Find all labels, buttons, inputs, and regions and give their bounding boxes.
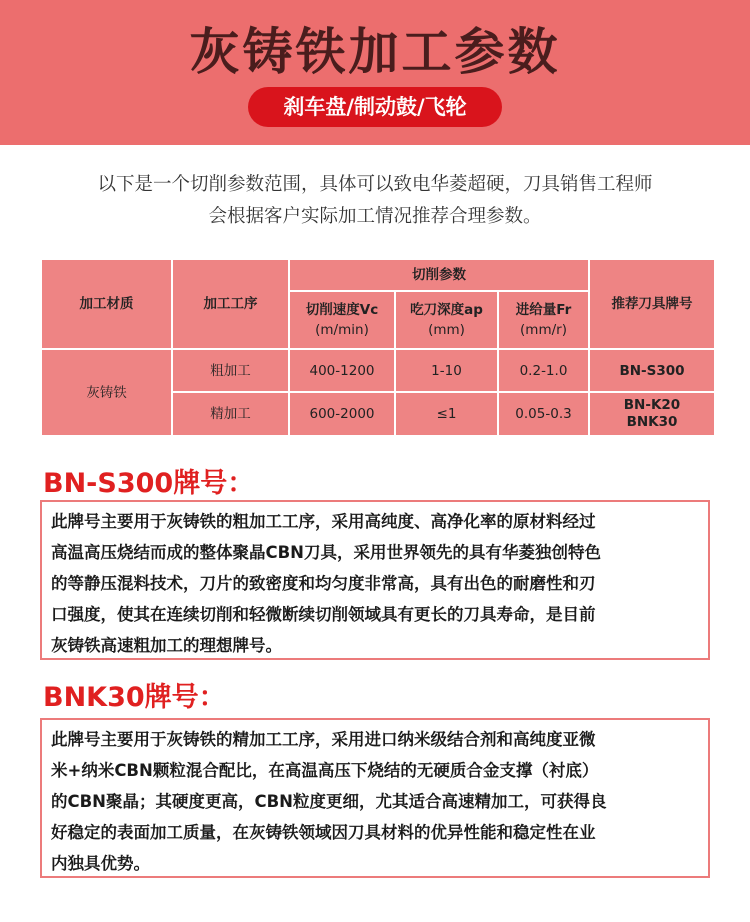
process-cell: 精加工 <box>173 393 288 435</box>
header-depth-unit: (mm) <box>428 322 465 338</box>
header-cutting-params: 切削参数 <box>290 260 588 290</box>
body-line: 灰铸铁高速粗加工的理想牌号。 <box>51 636 282 655</box>
header-speed-unit: (m/min) <box>315 322 369 338</box>
section-title-bnk30: BNK30牌号： <box>43 682 226 713</box>
feed-cell: 0.05-0.3 <box>499 393 588 435</box>
header-feed-unit: (mm/r) <box>520 322 567 338</box>
body-line: 高温高压烧结而成的整体聚晶CBN刀具，采用世界领先的具有华菱独创特色 <box>51 543 601 562</box>
intro-text <box>40 169 710 233</box>
grade-line: BNK30 <box>626 414 678 430</box>
body-line: 好稳定的表面加工质量，在灰铸铁领域因刀具材料的优异性能和稳定性在业 <box>51 823 596 842</box>
grade-cell <box>590 393 714 435</box>
header-speed <box>290 292 394 348</box>
header-feed-label: 进给量Fr <box>515 302 572 318</box>
grade-cell: BN-S300 <box>590 350 714 391</box>
body-line: 米+纳米CBN颗粒混合配比，在高温高压下烧结的无硬质合金支撑（衬底） <box>51 761 599 780</box>
body-line: 此牌号主要用于灰铸铁的精加工工序，采用进口纳米级结合剂和高纯度亚微 <box>51 730 596 749</box>
section-body-bn-s300 <box>40 500 710 660</box>
material-cell: 灰铸铁 <box>42 350 171 435</box>
intro-line: 以下是一个切削参数范围，具体可以致电华菱超硬，刀具销售工程师 <box>97 174 653 195</box>
header-grade: 推荐刀具牌号 <box>590 260 714 348</box>
speed-cell: 400-1200 <box>290 350 394 391</box>
header-banner <box>0 0 750 145</box>
section-title-bn-s300: BN-S300牌号： <box>43 468 255 499</box>
cutting-parameters-table <box>40 258 716 437</box>
process-cell: 粗加工 <box>173 350 288 391</box>
grade-line: BN-K20 <box>623 397 681 413</box>
body-line: 此牌号主要用于灰铸铁的粗加工工序，采用高纯度、高净化率的原材料经过 <box>51 512 596 531</box>
header-process: 加工工序 <box>173 260 288 348</box>
header-depth-label: 吃刀深度ap <box>410 302 483 318</box>
body-line: 口强度，使其在连续切削和轻微断续切削领域具有更长的刀具寿命，是目前 <box>51 605 596 624</box>
header-depth <box>396 292 497 348</box>
section-body-bnk30 <box>40 718 710 878</box>
body-line: 的等静压混料技术，刀片的致密度和均匀度非常高，具有出色的耐磨性和刃 <box>51 574 596 593</box>
body-line: 的CBN聚晶；其硬度更高，CBN粒度更细，尤其适合高速精加工，可获得良 <box>51 792 607 811</box>
intro-line: 会根据客户实际加工情况推荐合理参数。 <box>208 206 542 227</box>
header-feed <box>499 292 588 348</box>
header-material: 加工材质 <box>42 260 171 348</box>
subtitle-pill: 刹车盘/制动鼓/飞轮 <box>248 87 502 127</box>
page-title: 灰铸铁加工参数 <box>189 23 561 81</box>
body-line: 内独具优势。 <box>51 854 150 873</box>
depth-cell: ≤1 <box>396 393 497 435</box>
speed-cell: 600-2000 <box>290 393 394 435</box>
depth-cell: 1-10 <box>396 350 497 391</box>
table-row <box>42 350 714 391</box>
feed-cell: 0.2-1.0 <box>499 350 588 391</box>
header-speed-label: 切削速度Vc <box>305 302 379 318</box>
